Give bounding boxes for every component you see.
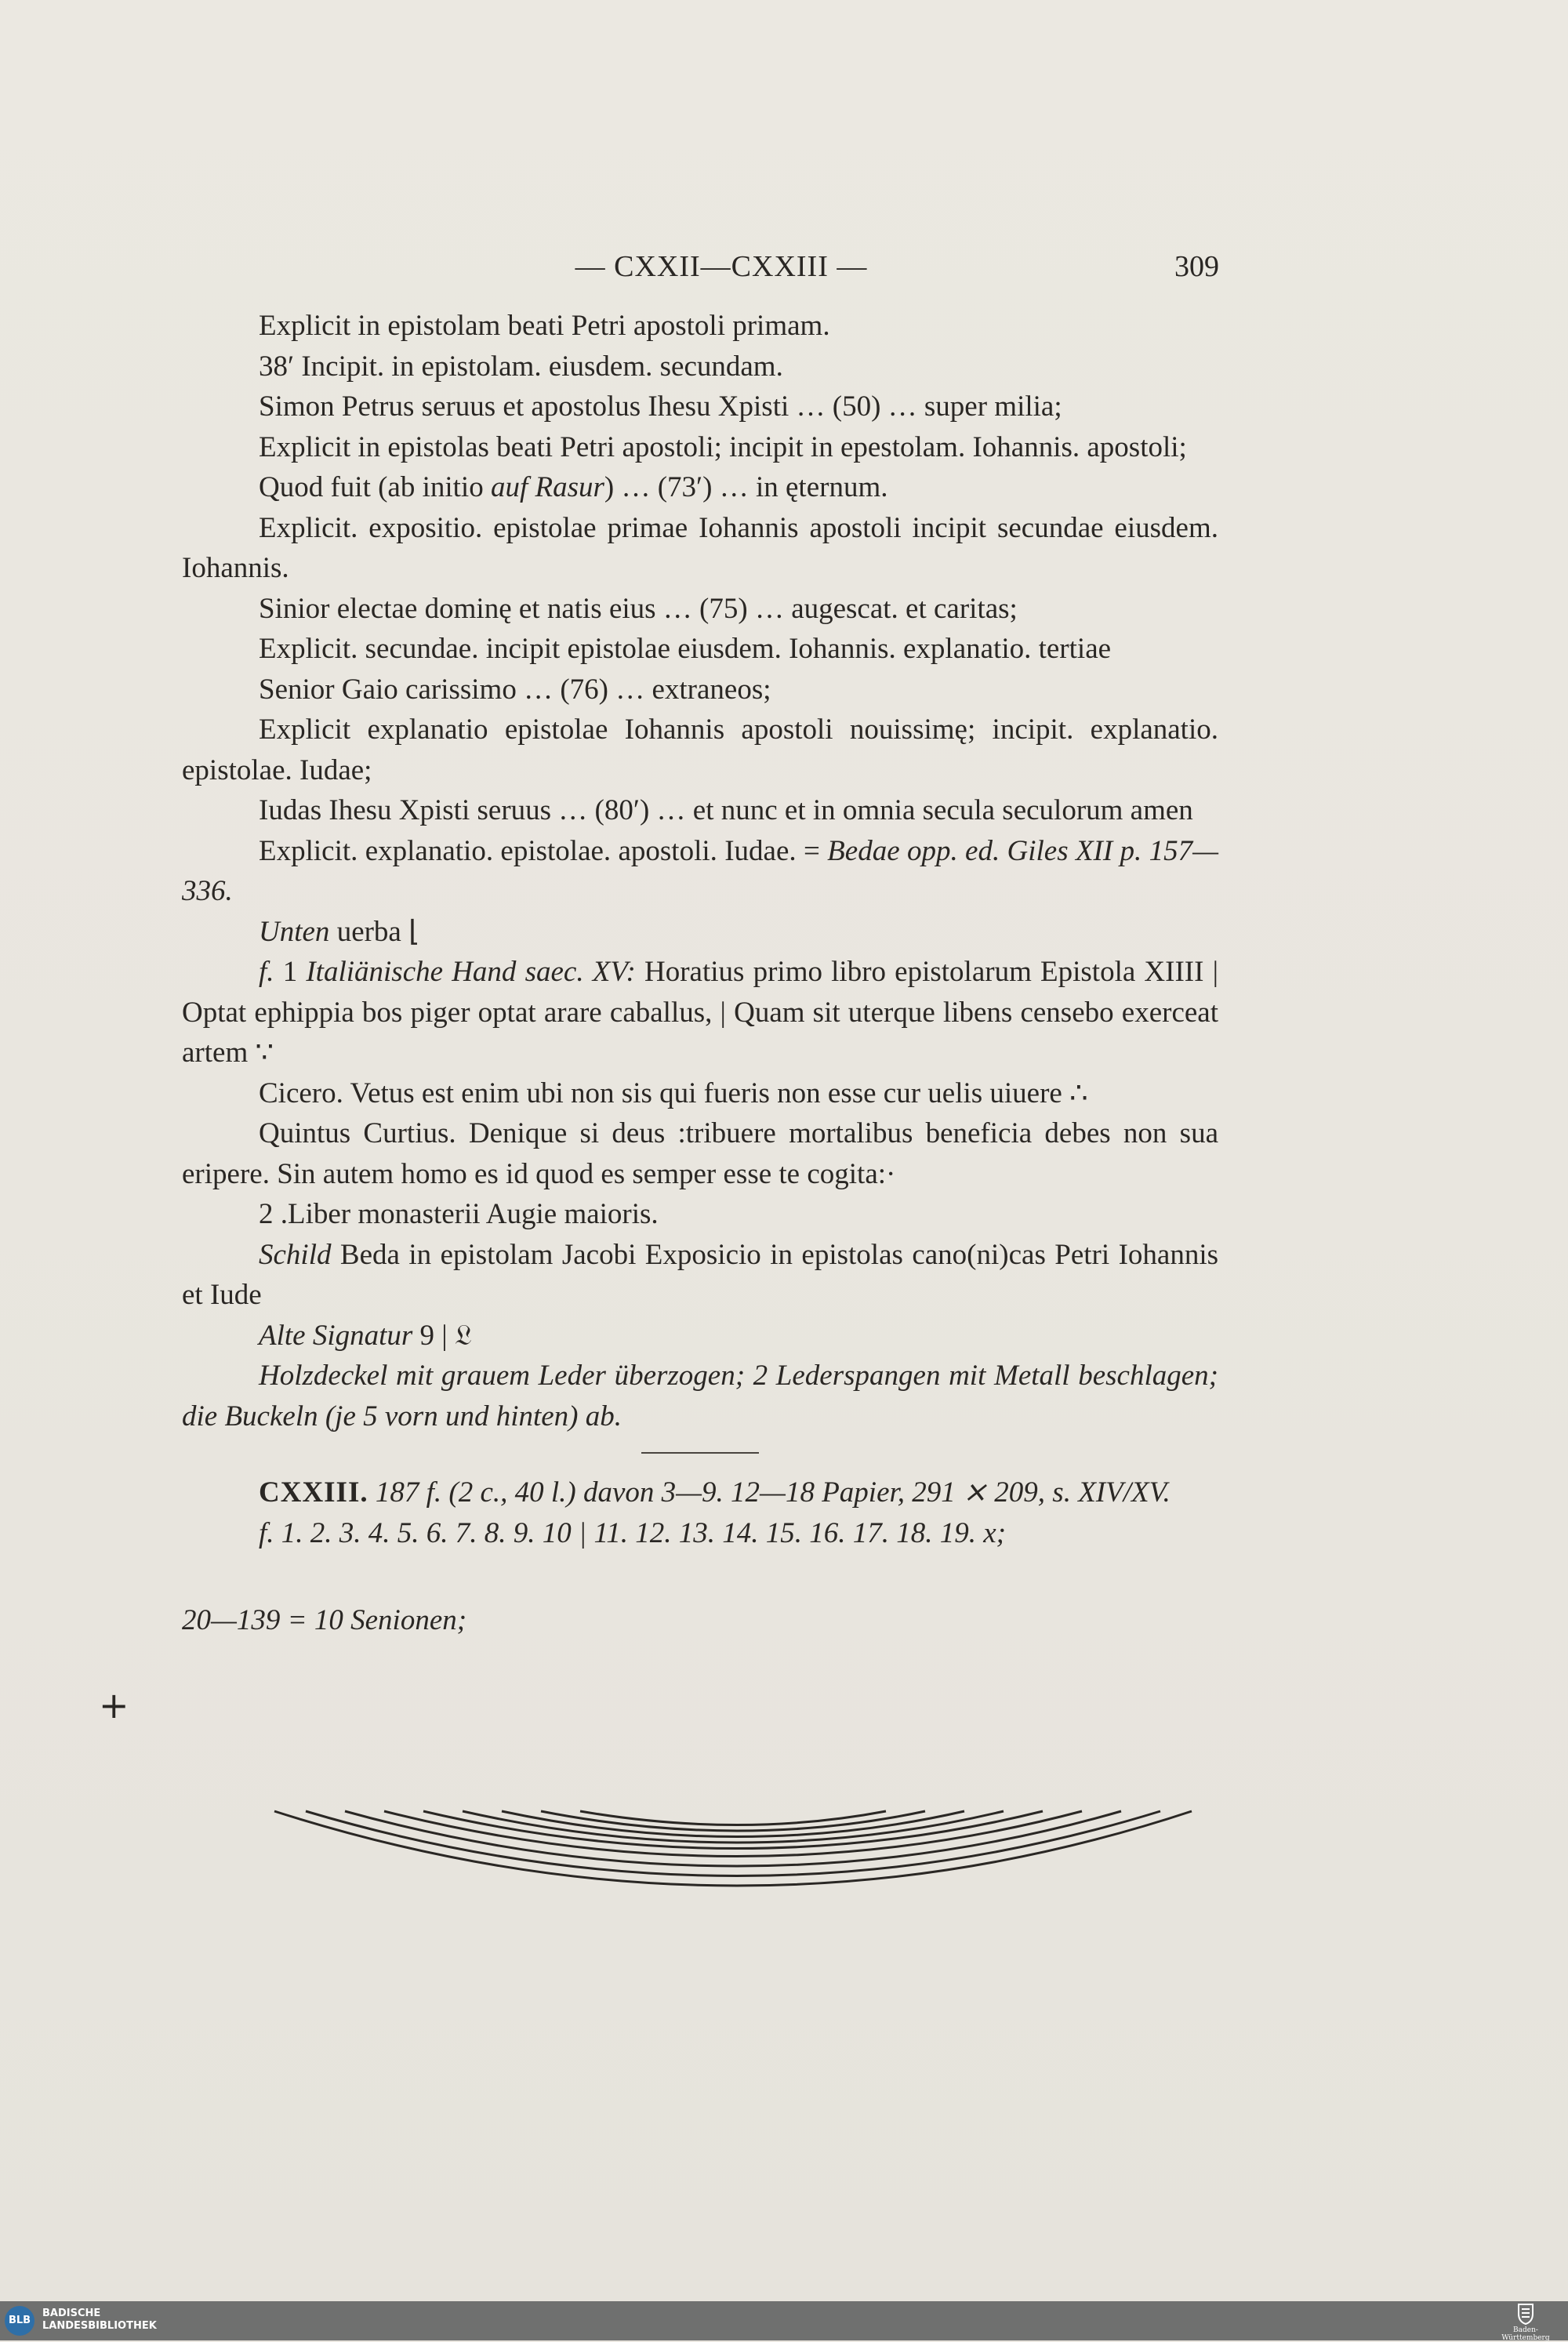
body-text — [182, 306, 1218, 1641]
editorial-note: auf Rasur — [490, 471, 604, 503]
quire-structure: f. 1. 2. 3. 4. 5. 6. 7. 8. 9. 10 | 11. 12. 13. 14. 15. 16. 17. 18. 19. x; — [259, 1516, 1006, 1549]
text-segment: Beda in epistolam Jacobi Exposicio in epistolas cano(ni)cas Petri Iohannis et Iude — [182, 1238, 1218, 1311]
text-line: 2 .Liber monasterii Augie maioris. — [259, 1198, 659, 1230]
text-line: Iudas Ihesu Xpisti seruus … (80′) … et nunc et in omnia secula seculorum amen — [259, 794, 1193, 826]
text-line: Explicit in epistolas beati Petri apostoli; incipit in epestolam. Iohannis. apostoli; — [259, 430, 1187, 463]
quire-collation-arcs — [251, 1803, 1231, 1890]
text-segment: Explicit. explanatio. epistolae. apostoli. Iudae. = — [259, 834, 828, 867]
text-line — [182, 831, 1218, 912]
state-name: Baden-Württemberg — [1501, 2326, 1550, 2342]
text-line: Sinior electae dominę et natis eius … (75) … augescat. et caritas; — [259, 592, 1018, 625]
text-line — [182, 1235, 1218, 1316]
footer-bar — [0, 2301, 1568, 2340]
text-line: Explicit. secundae. incipit epistolae eiusdem. Iohannis. explanatio. tertiae — [259, 633, 1112, 665]
crest-icon — [1517, 2303, 1534, 2325]
entry-heading — [182, 1472, 1218, 1513]
editorial-note: Alte Signatur — [259, 1319, 413, 1352]
library-name — [42, 2308, 157, 2333]
state-logo — [1494, 2303, 1557, 2342]
text-segment: Horatius primo libro epistolarum Epistola XIIII | Optat ephippia bos piger optat arare caballus, | Quam sit uterque libens censebo exerceat artem ∵ — [182, 956, 1219, 1069]
text-line: Explicit in epistolam beati Petri apostoli primam. — [259, 310, 830, 342]
text-segment: 9 | 𝔏 — [412, 1319, 472, 1352]
library-logo: BLB — [5, 2306, 34, 2336]
section-divider — [641, 1452, 759, 1454]
editorial-reference: Bedae opp. ed. Giles XII p. 157—336. — [182, 834, 1218, 907]
editorial-note: Unten — [259, 915, 330, 948]
entry-description: 187 f. (2 c., 40 l.) davon 3—9. 12—18 Papier, 291 ⨯ 209, s. XIV/XV. — [368, 1476, 1171, 1509]
text-segment: Quod fuit (ab initio — [259, 471, 491, 503]
text-line — [182, 1316, 1218, 1356]
text-segment: 1 — [274, 956, 307, 988]
text-segment: ) … (73′) … in ęternum. — [604, 471, 888, 503]
text-line: Cicero. Vetus est enim ubi non sis qui fueris non esse cur uelis uiuere ∴ — [259, 1077, 1088, 1109]
margin-plus-mark: + — [99, 1684, 129, 1727]
arc-spacer — [182, 1553, 1218, 1600]
library-name-line: BADISCHE — [42, 2308, 101, 2319]
library-name-line: LANDESBIBLIOTHEK — [42, 2320, 157, 2332]
editorial-note: Italiänische Hand saec. XV: — [306, 956, 636, 988]
text-line — [182, 952, 1218, 1073]
text-line: 38′ Incipit. in epistolam. eiusdem. secundam. — [259, 350, 783, 383]
text-line: Quintus Curtius. Denique si deus :tribuere mortalibus beneficia debes non sua eripere. Sin autem homo es id quod es semper esse te cogita:· — [182, 1117, 1218, 1190]
page-number: 309 — [1174, 250, 1219, 283]
text-segment: uerba ⌊ — [329, 915, 420, 948]
quire-summary: 20—139 = 10 Senionen; — [182, 1604, 467, 1636]
text-line: Simon Petrus seruus et apostolus Ihesu Xpisti … (50) … super milia; — [259, 390, 1062, 423]
folio-label: f. — [259, 956, 274, 988]
editorial-note: Schild — [259, 1238, 332, 1271]
text-line: Explicit. expositio. epistolae primae Iohannis apostoli incipit secundae eiusdem. Iohannis. — [182, 511, 1218, 584]
text-line: Explicit explanatio epistolae Iohannis apostoli nouissimę; incipit. explanatio. epistolae. Iudae; — [182, 713, 1218, 786]
text-line — [182, 467, 1218, 508]
running-head: — CXXII—CXXIII — — [575, 250, 868, 283]
binding-description: Holzdeckel mit grauem Leder überzogen; 2 Lederspangen mit Metall beschlagen; die Buckeln (je 5 vorn und hinten) ab. — [182, 1360, 1218, 1432]
text-line: Senior Gaio carissimo … (76) … extraneos; — [259, 673, 771, 706]
entry-number: CXXIII. — [259, 1476, 368, 1509]
text-line — [182, 912, 1218, 953]
